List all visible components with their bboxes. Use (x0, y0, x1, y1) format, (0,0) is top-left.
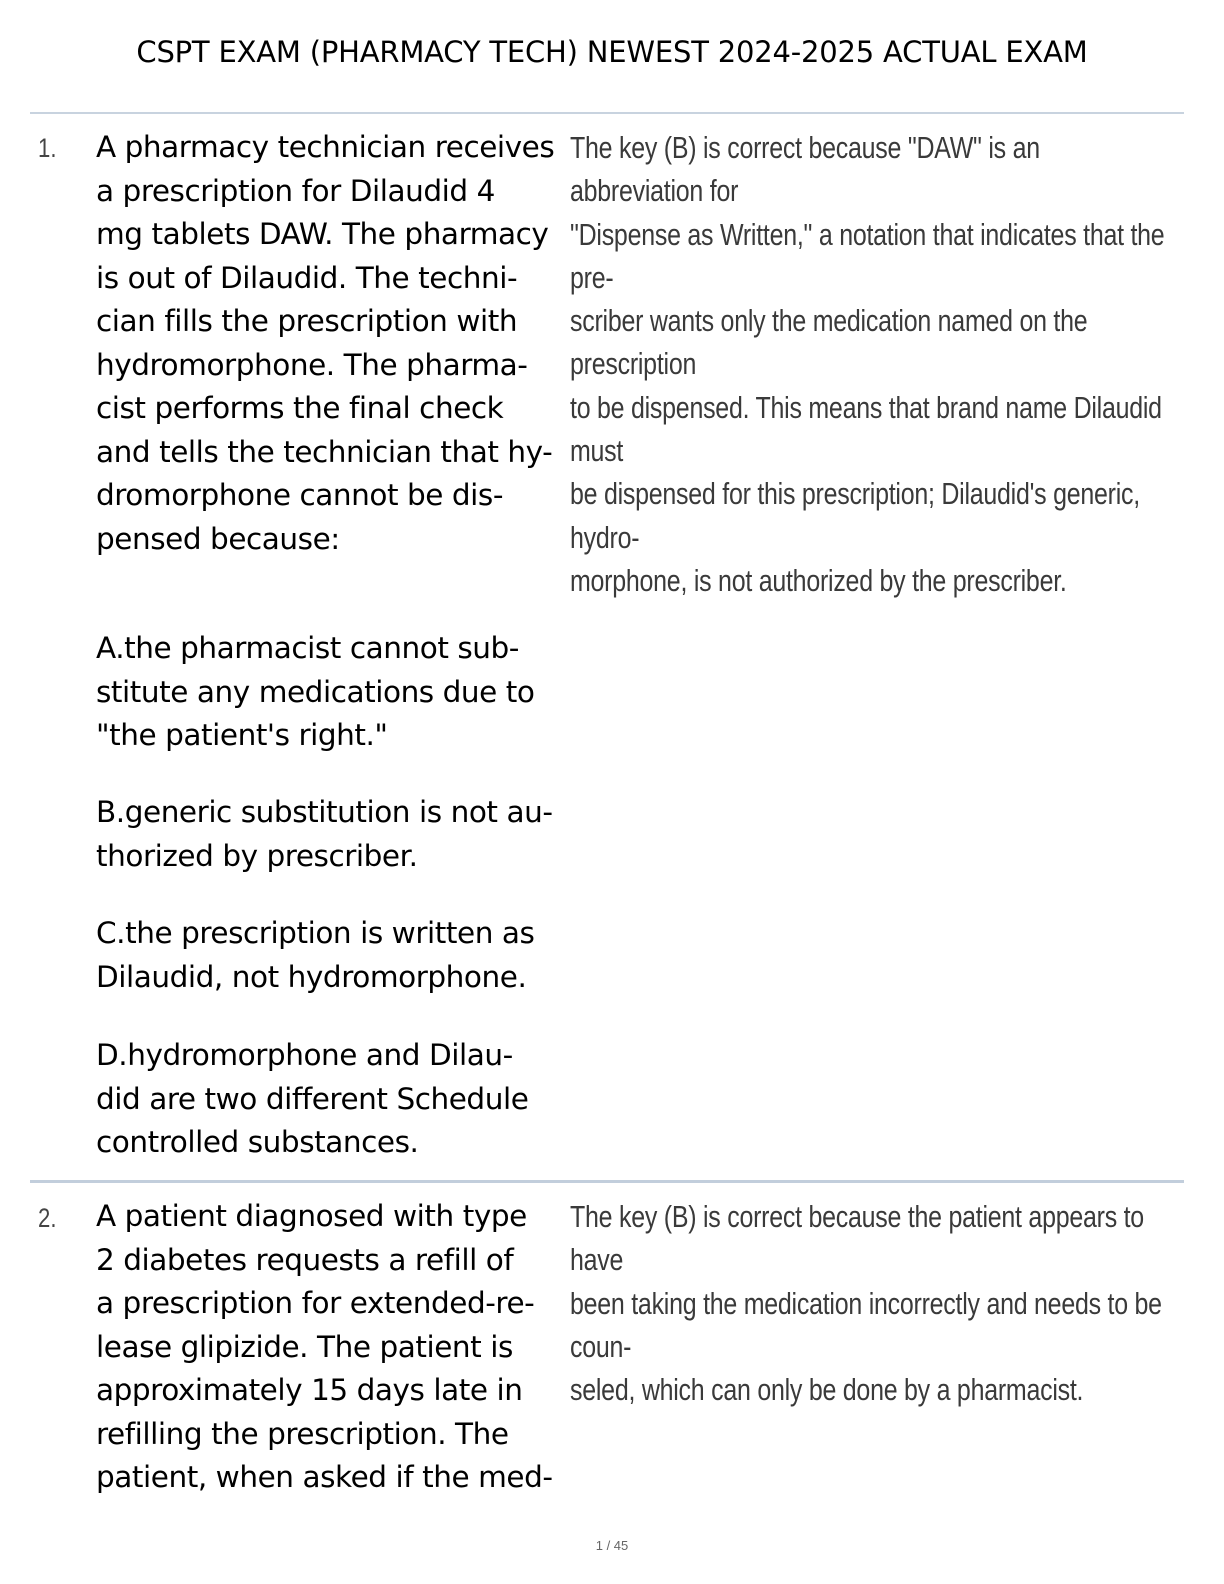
question-text: A patient diagnosed with type 2 diabetes requests a refill of a prescription for extended-re- lease glipizide. The patient is approximately 15 days late in refilling the prescription. The patient, when asked if the med- (96, 1199, 553, 1494)
option-a: A.the pharmacist cannot sub- stitute any medications due to "the patient's right." (96, 631, 535, 752)
page-title: CSPT EXAM (PHARMACY TECH) NEWEST 2024-2025 ACTUAL EXAM (136, 35, 1088, 69)
question-number: 2. (38, 1203, 57, 1233)
option-c: C.the prescription is written as Dilaudid, not hydromorphone. (96, 916, 535, 994)
question-number: 1. (38, 133, 57, 163)
question-divider (30, 1180, 1184, 1183)
page-number: 1 / 45 (595, 1538, 629, 1553)
answer-explanation: The key (B) is correct because "DAW" is an abbreviation for "Dispense as Written," a notation that indicates that the pre- scriber wants only the medication named on the prescription to be dispensed. This means that brand name Dilaudid must be dispensed for this prescription; Dilaudid's generic, hydro- morphone, is not authorized by the prescriber. (570, 130, 1165, 598)
answer-explanation: The key (B) is correct because the patient appears to have been taking the medication incorrectly and needs to be coun- seled, which can only be done by a pharmacist. (570, 1199, 1162, 1408)
header-divider (30, 112, 1184, 114)
question-text: A pharmacy technician receives a prescription for Dilaudid 4 mg tablets DAW. The pharmacy is out of Dilaudid. The techni- cian fills the prescription with hydromorphone. The pharma- cist performs the final check and tells the technician that hy- dromorphone cannot be dis- pensed because: (96, 130, 555, 556)
option-d: D.hydromorphone and Dilau- did are two different Schedule controlled substances. (96, 1038, 529, 1159)
option-b: B.generic substitution is not au- thorized by prescriber. (96, 795, 553, 873)
